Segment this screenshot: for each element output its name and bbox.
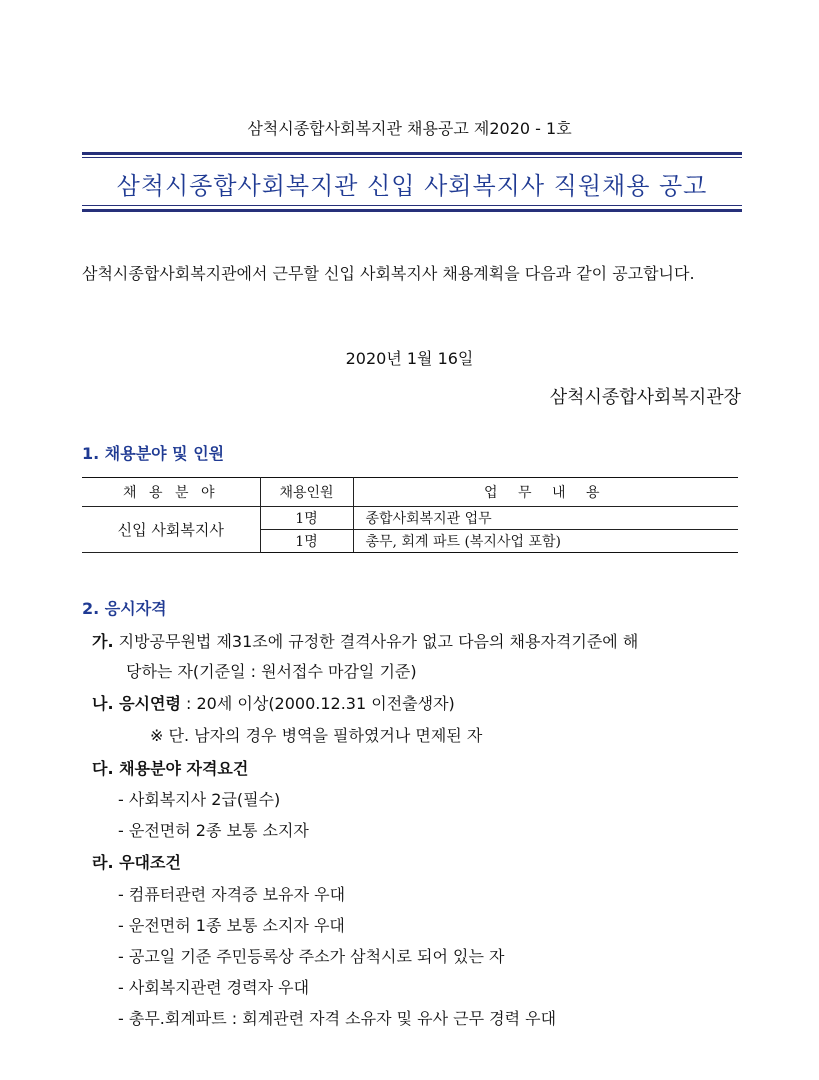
item-na-text: : 20세 이상(2000.12.31 이전출생자) xyxy=(180,694,455,713)
title-rule-top xyxy=(82,152,742,155)
list-item: - 운전면허 1종 보통 소지자 우대 xyxy=(118,916,345,935)
section-heading-qualifications: 2. 응시자격 xyxy=(82,599,167,618)
item-na-note: ※ 단. 남자의 경우 병역을 필하였거나 면제된 자 xyxy=(150,726,483,745)
signer: 삼척시종합사회복지관장 xyxy=(549,387,741,408)
item-na xyxy=(92,691,455,714)
item-ra-label: 라. 우대조건 xyxy=(92,853,181,872)
table-row xyxy=(82,507,738,530)
list-item: - 운전면허 2종 보통 소지자 xyxy=(118,821,309,840)
item-da-label: 다. 채용분야 자격요건 xyxy=(92,759,249,778)
list-item: - 총무.회계파트 : 회계관련 자격 소유자 및 유사 근무 경력 우대 xyxy=(118,1009,557,1028)
intro-paragraph: 삼척시종합사회복지관에서 근무할 신입 사회복지사 채용계획을 다음과 같이 공고합니다. xyxy=(82,264,695,283)
item-ga-continuation: 당하는 자(기준일 : 원서접수 마감일 기준) xyxy=(126,662,417,681)
list-item: - 사회복지사 2급(필수) xyxy=(118,790,281,809)
section-heading-positions: 1. 채용분야 및 인원 xyxy=(82,444,225,463)
item-ga-label: 가. xyxy=(92,632,114,651)
column-header-tasks: 업 무 내 용 xyxy=(353,478,738,507)
task-cell: 총무, 회계 파트 (복지사업 포함) xyxy=(353,530,738,553)
count-cell: 1명 xyxy=(260,530,353,553)
list-item: - 컴퓨터관련 자격증 보유자 우대 xyxy=(118,885,346,904)
title-rule-top-thin xyxy=(82,157,742,158)
page-title: 삼척시종합사회복지관 신입 사회복지사 직원채용 공고 xyxy=(116,172,708,200)
title-rule-bottom-thin xyxy=(82,205,742,206)
list-item: - 공고일 기준 주민등록상 주소가 삼척시로 되어 있는 자 xyxy=(118,947,505,966)
field-cell: 신입 사회복지사 xyxy=(82,507,260,553)
notice-number: 삼척시종합사회복지관 채용공고 제2020 - 1호 xyxy=(247,119,572,138)
item-ga-text: 지방공무원법 제31조에 규정한 결격사유가 없고 다음의 채용자격기준에 해 xyxy=(118,632,639,651)
column-header-field: 채 용 분 야 xyxy=(82,478,260,507)
recruitment-table xyxy=(82,477,738,553)
column-header-count: 채용인원 xyxy=(260,478,353,507)
item-ga xyxy=(92,629,638,652)
item-na-label: 나. 응시연령 xyxy=(92,694,181,713)
table-header-row xyxy=(82,478,738,507)
notice-date: 2020년 1월 16일 xyxy=(345,349,474,368)
list-item: - 사회복지관련 경력자 우대 xyxy=(118,978,310,997)
count-cell: 1명 xyxy=(260,507,353,530)
title-rule-bottom xyxy=(82,209,742,212)
task-cell: 종합사회복지관 업무 xyxy=(353,507,738,530)
